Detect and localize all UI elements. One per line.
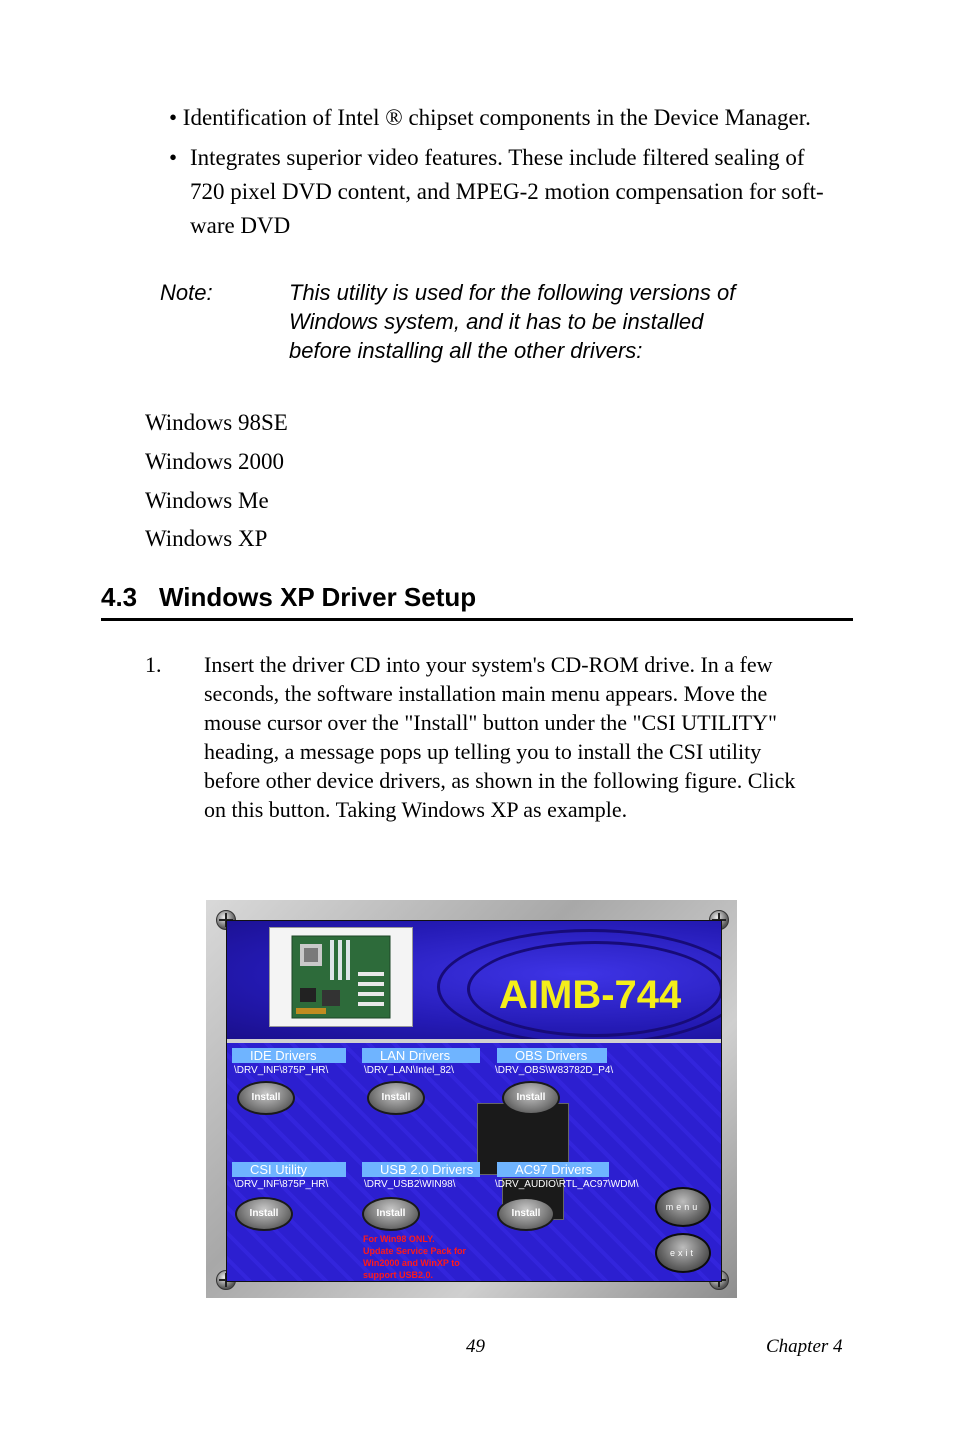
lan-drivers-label: LAN Drivers: [362, 1048, 480, 1063]
ide-drivers-path: \DRV_INF\875P_HR\: [234, 1065, 329, 1076]
ide-install-button[interactable]: Install: [237, 1081, 295, 1115]
step-line: seconds, the software installation main menu appears. Move the: [204, 681, 768, 706]
csi-utility-label: CSI Utility: [232, 1162, 346, 1177]
title-banner: [227, 921, 721, 1039]
obs-drivers-label: OBS Drivers: [497, 1048, 607, 1063]
obs-install-button[interactable]: Install: [502, 1081, 560, 1115]
usb-note-line: support USB2.0.: [363, 1270, 434, 1280]
windows-version: Windows XP: [145, 526, 268, 551]
ac97-install-button[interactable]: Install: [497, 1197, 555, 1231]
usb-install-button[interactable]: Install: [362, 1197, 420, 1231]
bullet-2-line-1: Integrates superior video features. These include filtered sealing of: [190, 145, 805, 170]
csi-install-button[interactable]: Install: [235, 1197, 293, 1231]
note-line-1: This utility is used for the following versions of: [289, 280, 736, 305]
bullet-1: • Identification of Intel ® chipset components in the Device Manager.: [169, 105, 811, 130]
csi-utility-path: \DRV_INF\875P_HR\: [234, 1179, 329, 1190]
step-line: Insert the driver CD into your system's CD-ROM drive. In a few: [204, 652, 773, 677]
usb-drivers-path: \DRV_USB2\WIN98\: [364, 1179, 456, 1190]
bullet-2-line-2: 720 pixel DVD content, and MPEG-2 motion compensation for soft-: [190, 179, 824, 204]
usb-note-line: For Win98 ONLY.: [363, 1234, 435, 1244]
chapter-label: Chapter 4: [766, 1336, 843, 1357]
windows-version: Windows Me: [145, 488, 269, 513]
ide-drivers-label: IDE Drivers: [232, 1048, 346, 1063]
lan-install-button[interactable]: Install: [367, 1081, 425, 1115]
windows-version: Windows 2000: [145, 449, 284, 474]
exit-button[interactable]: exit: [655, 1233, 711, 1273]
windows-version: Windows 98SE: [145, 410, 288, 435]
driver-installer-screenshot: [206, 900, 737, 1298]
lan-drivers-path: \DRV_LAN\Intel_82\: [364, 1065, 454, 1076]
bullet-2-line-3: ware DVD: [190, 213, 291, 238]
section-title: Windows XP Driver Setup: [159, 582, 477, 612]
motherboard-image: [269, 927, 413, 1027]
note-line-3: before installing all the other drivers:: [289, 338, 643, 363]
step-line: mouse cursor over the "Install" button under the "CSI UTILITY": [204, 710, 777, 735]
step-line: heading, a message pops up telling you to install the CSI utility: [204, 739, 762, 764]
bullet-2-marker: •: [169, 145, 178, 170]
section-number: 4.3: [101, 582, 138, 612]
step-line: before other device drivers, as shown in the following figure. Click: [204, 768, 796, 793]
ac97-drivers-path: \DRV_AUDIO\RTL_AC97\WDM\: [495, 1179, 639, 1190]
ac97-drivers-label: AC97 Drivers: [497, 1162, 609, 1177]
note-line-2: Windows system, and it has to be installed: [289, 309, 704, 334]
usb-note-line: Win2000 and WinXP to: [363, 1258, 460, 1268]
usb-note-line: Update Service Pack for: [363, 1246, 467, 1256]
note-label: Note:: [160, 280, 213, 305]
step-line: on this button. Taking Windows XP as example.: [204, 797, 628, 822]
menu-button[interactable]: menu: [655, 1187, 711, 1227]
product-title: AIMB-744: [499, 973, 682, 1017]
step-number: 1.: [145, 652, 162, 677]
installer-window: [226, 920, 722, 1282]
page-number: 49: [466, 1336, 485, 1357]
usb-drivers-label: USB 2.0 Drivers: [362, 1162, 480, 1177]
obs-drivers-path: \DRV_OBS\W83782D_P4\: [495, 1065, 614, 1076]
section-rule: [101, 618, 853, 621]
driver-panel: [227, 1043, 721, 1281]
